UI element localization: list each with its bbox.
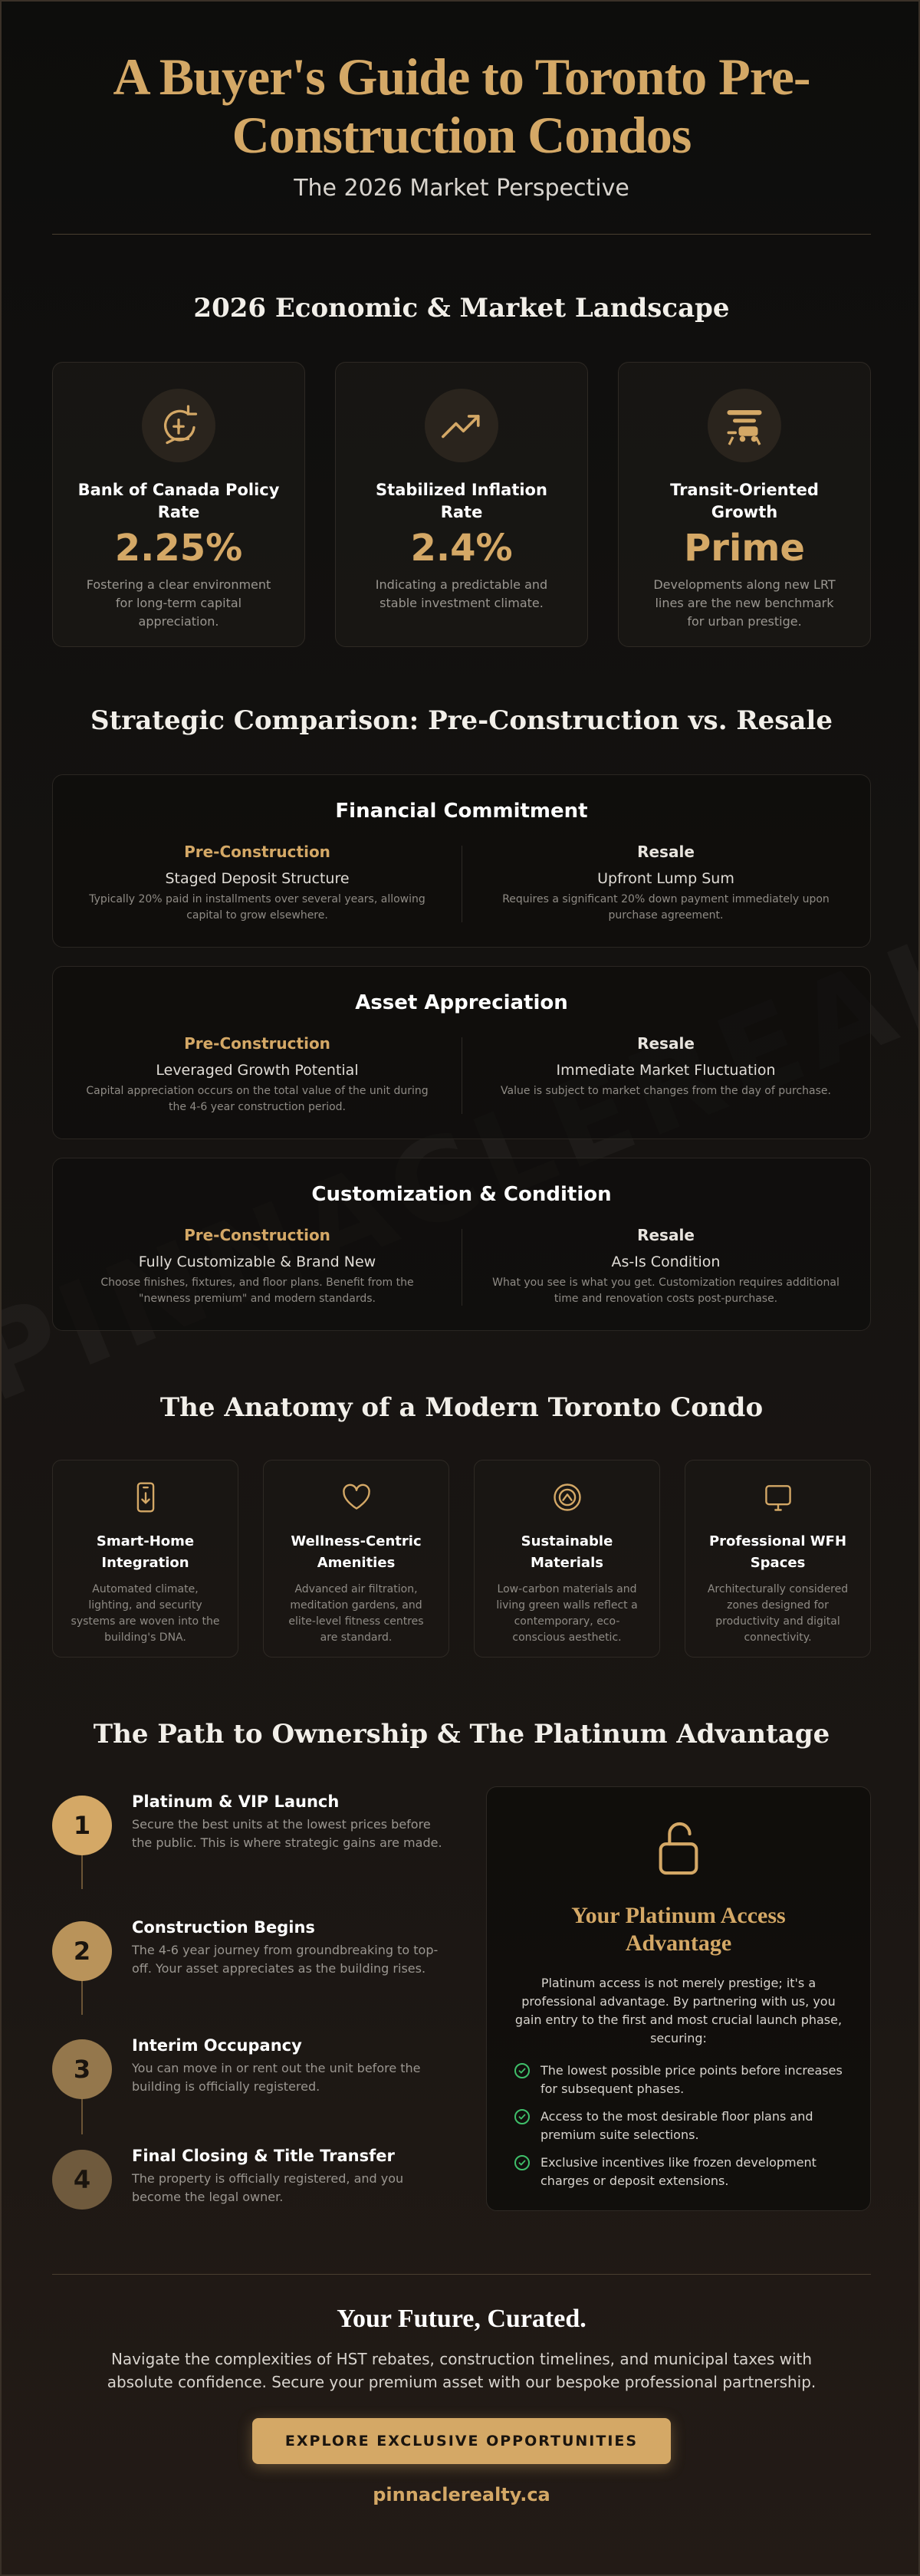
header [52, 48, 871, 202]
anatomy-card-description: Low-carbon materials and living green walls reflect a contemporary, eco-conscious aesthetic. [496, 1583, 638, 1644]
divider [52, 2274, 871, 2275]
stat-label: Transit-Oriented Growth [670, 481, 819, 521]
stat-description: Indicating a predictable and stable investment climate. [375, 577, 548, 610]
list-item [514, 2062, 843, 2098]
stat-description: Developments along new LRT lines are the new benchmark for urban prestige. [653, 577, 836, 629]
platinum-description: Platinum access is not merely prestige; it's a professional advantage. By partnering with us, you gain entry to the first and most crucial launch phase, securing: [514, 1976, 843, 2045]
comparison-card-financial [52, 774, 871, 948]
step-title: Platinum & VIP Launch [132, 1792, 340, 1811]
timeline-connector [81, 1976, 83, 2015]
path-section-title: The Path to Ownership & The Platinum Advantage [93, 1719, 830, 1750]
comparison-card-title: Asset Appreciation [355, 991, 568, 1014]
benefit-text: Exclusive incentives like frozen development charges or deposit extensions. [540, 2155, 816, 2188]
resale-label: Resale [637, 843, 695, 861]
stat-card-transit [618, 362, 871, 647]
benefit-text: The lowest possible price points before increases for subsequent phases. [540, 2063, 843, 2096]
economic-cards [52, 362, 871, 647]
page-subtitle: The 2026 Market Perspective [294, 175, 629, 202]
unlock-icon [487, 1819, 870, 1881]
step-description: You can move in or rent out the unit before the building is officially registered. [132, 2061, 421, 2094]
step-title: Final Closing & Title Transfer [132, 2147, 395, 2165]
anatomy-cards [52, 1460, 871, 1658]
anatomy-card-description: Automated climate, lighting, and security systems are woven into the building's DNA. [71, 1583, 220, 1644]
pre-construction-label: Pre-Construction [184, 1226, 330, 1244]
stat-value: 2.4% [410, 527, 513, 570]
resale-subtitle: Upfront Lump Sum [597, 870, 734, 887]
timeline-connector [81, 2096, 83, 2134]
comparison-card-customization [52, 1158, 871, 1331]
stat-label: Bank of Canada Policy Rate [77, 481, 280, 521]
stat-label: Stabilized Inflation Rate [376, 481, 547, 521]
anatomy-card-title: Professional WFH Spaces [708, 1533, 847, 1571]
step-number: 1 [52, 1796, 112, 1855]
resale-description: Requires a significant 20% down payment immediately upon purchase agreement. [502, 893, 830, 922]
stat-card-inflation [335, 362, 588, 647]
divider [52, 234, 871, 235]
pre-construction-column [53, 1226, 462, 1307]
footer-description: Navigate the complexities of HST rebates, construction timelines, and municipal taxes with absolute confidence. Secure your premium asset with our bespoke professional partnership. [107, 2350, 816, 2391]
comparison-card-title: Financial Commitment [335, 800, 588, 823]
step-description: The 4-6 year journey from groundbreaking to top-off. Your asset appreciates as the building rises. [132, 1943, 439, 1976]
stat-value: Prime [684, 527, 805, 570]
website-link[interactable]: pinnaclerealty.ca [373, 2484, 550, 2505]
stat-description: Fostering a clear environment for long-term capital appreciation. [86, 577, 271, 629]
anatomy-card-title: Wellness-Centric Amenities [291, 1533, 422, 1571]
platinum-benefits-list [514, 2062, 843, 2190]
platinum-advantage-card [486, 1786, 871, 2211]
benefit-text: Access to the most desirable floor plans and premium suite selections. [540, 2109, 813, 2142]
pre-construction-label: Pre-Construction [184, 1034, 330, 1053]
anatomy-card-smart-home [52, 1460, 238, 1658]
check-circle-icon [514, 2109, 530, 2124]
economic-section-title: 2026 Economic & Market Landscape [193, 293, 730, 324]
pre-construction-subtitle: Staged Deposit Structure [165, 870, 350, 887]
check-circle-icon [514, 2155, 530, 2170]
trend-up-icon [425, 389, 498, 462]
resale-column [462, 1226, 870, 1307]
footer-title: Your Future, Curated. [337, 2305, 586, 2333]
pre-construction-column [53, 1034, 462, 1116]
pre-construction-description: Capital appreciation occurs on the total value of the unit during the 4-6 year construction period. [86, 1085, 429, 1113]
eco-icon [550, 1503, 584, 1517]
resale-column [462, 1034, 870, 1116]
resale-subtitle: Immediate Market Fluctuation [556, 1062, 776, 1079]
resale-description: What you see is what you get. Customization requires additional time and renovation costs post-purchase. [492, 1276, 840, 1305]
step-description: The property is officially registered, and you become the legal owner. [132, 2171, 404, 2204]
stat-value: 2.25% [114, 527, 243, 570]
train-icon [708, 389, 781, 462]
heart-icon [340, 1503, 373, 1517]
pre-construction-description: Choose finishes, fixtures, and floor plans. Benefit from the "newness premium" and modern standards. [100, 1276, 414, 1305]
pre-construction-description: Typically 20% paid in installments over several years, allowing capital to grow elsewhere. [89, 893, 426, 922]
clock-dollar-icon [142, 389, 215, 462]
pre-construction-column [53, 843, 462, 924]
explore-opportunities-button[interactable]: EXPLORE EXCLUSIVE OPPORTUNITIES [252, 2418, 671, 2464]
footer [52, 2305, 871, 2505]
comparison-card-appreciation [52, 966, 871, 1139]
list-item [514, 2108, 843, 2144]
platinum-title: Your Platinum Access Advantage [571, 1903, 786, 1956]
pre-construction-label: Pre-Construction [184, 843, 330, 861]
resale-label: Resale [637, 1226, 695, 1244]
resale-subtitle: As-Is Condition [611, 1254, 721, 1270]
step-description: Secure the best units at the lowest prices before the public. This is where strategic gains are made. [132, 1817, 442, 1850]
comparison-section-title: Strategic Comparison: Pre-Construction vs. Resale [90, 705, 833, 736]
resale-label: Resale [637, 1034, 695, 1053]
anatomy-card-title: Smart-Home Integration [96, 1533, 195, 1571]
anatomy-card-description: Advanced air filtration, meditation gardens, and elite-level fitness centres are standard. [288, 1583, 424, 1644]
anatomy-card-wellness [263, 1460, 449, 1658]
anatomy-card-wfh [685, 1460, 871, 1658]
step-title: Construction Begins [132, 1918, 315, 1937]
step-number: 2 [52, 1921, 112, 1981]
resale-description: Value is subject to market changes from the day of purchase. [501, 1085, 831, 1097]
page-title: A Buyer's Guide to Toronto Pre-Construction Condos [113, 48, 810, 164]
anatomy-card-sustainable [474, 1460, 660, 1658]
step-title: Interim Occupancy [132, 2036, 302, 2055]
comparison-card-title: Customization & Condition [311, 1183, 612, 1206]
anatomy-section-title: The Anatomy of a Modern Toronto Condo [159, 1392, 764, 1423]
list-item [514, 2154, 843, 2190]
resale-column [462, 843, 870, 924]
timeline-connector [81, 1851, 83, 1889]
anatomy-card-description: Architecturally considered zones designed for productivity and digital connectivity. [707, 1583, 849, 1644]
step-number: 3 [52, 2039, 112, 2099]
pre-construction-subtitle: Fully Customizable & Brand New [138, 1254, 376, 1270]
monitor-icon [761, 1503, 795, 1517]
pre-construction-subtitle: Leveraged Growth Potential [156, 1062, 359, 1079]
check-circle-icon [514, 2063, 530, 2078]
smartphone-icon [129, 1503, 163, 1517]
step-number: 4 [52, 2150, 112, 2210]
stat-card-policy-rate [52, 362, 305, 647]
anatomy-card-title: Sustainable Materials [521, 1533, 613, 1571]
